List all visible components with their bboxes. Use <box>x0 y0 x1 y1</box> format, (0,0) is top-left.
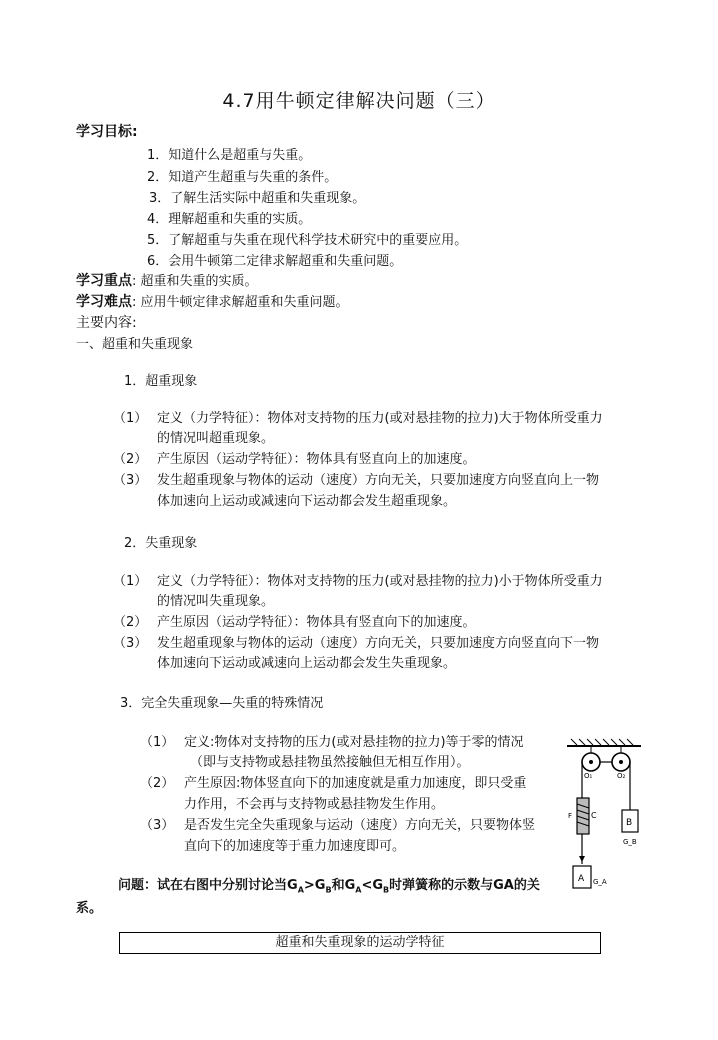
label-c: C <box>591 811 597 820</box>
complete-1-line-2: （即与支持物或悬挂物虽然接触但无相互作用）。 <box>190 755 470 770</box>
question-sub-b2: B <box>383 885 390 895</box>
complete-num-3: （3） <box>140 818 175 833</box>
arrow-down-icon <box>579 856 585 862</box>
overweight-num-2: （2） <box>113 452 148 467</box>
label-a: A <box>578 874 585 884</box>
weightless-num-1: （1） <box>113 574 148 589</box>
weightless-1-line-1: 定义（力学特征）：物体对支持物的压力(或对悬挂物的拉力)小于物体所受重力 <box>157 574 603 589</box>
label-gb: G_B <box>623 838 637 846</box>
question-line <box>118 874 540 895</box>
weightless-3-line-2: 体加速向下运动或减速向上运动都会发生失重现象。 <box>157 656 457 671</box>
key-point <box>76 270 258 290</box>
label-b: B <box>626 818 633 828</box>
complete-2-line-2: 力作用，不会再与支持物或悬挂物发生作用。 <box>184 797 445 812</box>
spring-scale <box>577 798 589 834</box>
key-point-text: : 超重和失重的实质。 <box>132 274 258 289</box>
question-and: 和G <box>331 878 356 893</box>
complete-2-line-1: 产生原因:物体竖直向下的加速度就是重力加速度，即只受重 <box>184 776 527 791</box>
weightless-num-3: （3） <box>113 636 148 651</box>
objective-2: 2．知道产生超重与失重的条件。 <box>147 170 338 185</box>
difficulty <box>76 291 349 311</box>
question-sub-b: B <box>325 885 332 895</box>
label-o2: O₂ <box>617 772 626 780</box>
complete-1-line-1: 定义:物体对支持物的压力(或对悬挂物的拉力)等于零的情况 <box>184 735 524 750</box>
question-sub-a2: A <box>355 885 362 895</box>
question-label: 问题：试在右图中分别讨论当 <box>118 878 288 893</box>
weightless-num-2: （2） <box>113 615 148 630</box>
question-rest: 时弹簧称的示数与GA的关 <box>389 878 540 893</box>
objective-4: 4．理解超重和失重的实质。 <box>147 212 312 227</box>
difficulty-text: : 应用牛顿定律求解超重和失重问题。 <box>132 295 349 310</box>
objectives-heading: 学习目标: <box>76 124 138 140</box>
section-1-heading: 一、超重和失重现象 <box>76 337 194 352</box>
question-lt: <G <box>361 878 384 893</box>
label-o1: O₁ <box>584 772 593 780</box>
label-f: F <box>568 812 573 820</box>
complete-3-line-2: 直向下的加速度等于重力加速度即可。 <box>184 839 406 854</box>
complete-3-line-1: 是否发生完全失重现象与运动（速度）方向无关，只要物体竖 <box>184 818 536 833</box>
overweight-num-3: （3） <box>113 473 148 488</box>
overweight-1-line-2: 的情况叫超重现象。 <box>157 431 275 446</box>
complete-heading: 3．完全失重现象—失重的特殊情况 <box>120 696 324 711</box>
weightless-1-line-2: 的情况叫失重现象。 <box>157 594 275 609</box>
overweight-heading: 1．超重现象 <box>124 374 198 389</box>
weightless-3-line-1: 发生超重现象与物体的运动（速度）方向无关，只要加速度方向竖直向下一物 <box>157 636 600 651</box>
overweight-3-line-2: 体加速向上运动或减速向下运动都会发生超重现象。 <box>157 494 457 509</box>
question-sub-a: A <box>297 885 304 895</box>
kinematics-box: 超重和失重现象的运动学特征 <box>119 932 601 954</box>
question-gt: >G <box>303 878 326 893</box>
weightless-2-line-1: 产生原因（运动学特征）：物体具有竖直向下的加速度。 <box>157 615 476 630</box>
complete-num-1: （1） <box>140 735 175 750</box>
page-title: 4.7用牛顿定律解决问题（三） <box>222 90 496 112</box>
objective-3: 3．了解生活实际中超重和失重现象。 <box>149 191 366 206</box>
question-tail: 系。 <box>76 901 103 916</box>
overweight-3-line-1: 发生超重现象与物体的运动（速度）方向无关，只要加速度方向竖直向上一物 <box>157 473 600 488</box>
label-ga: G_A <box>593 878 607 886</box>
objective-6: 6．会用牛顿第二定律求解超重和失重问题。 <box>147 254 403 269</box>
key-point-label: 学习重点 <box>76 273 132 289</box>
weightless-heading: 2．失重现象 <box>124 536 198 551</box>
overweight-num-1: （1） <box>113 411 148 426</box>
pulley-figure <box>565 738 645 896</box>
complete-num-2: （2） <box>140 776 175 791</box>
overweight-1-line-1: 定义（力学特征）：物体对支持物的压力(或对悬挂物的拉力)大于物体所受重力 <box>157 411 603 426</box>
objective-5: 5．了解超重与失重在现代科学技术研究中的重要应用。 <box>147 233 468 248</box>
overweight-2-line-1: 产生原因（运动学特征）：物体具有竖直向上的加速度。 <box>157 452 476 467</box>
objective-1: 1．知道什么是超重与失重。 <box>147 148 312 163</box>
difficulty-label: 学习难点 <box>76 294 132 310</box>
question-ga: G <box>287 878 298 893</box>
main-content-label: 主要内容: <box>76 315 137 331</box>
